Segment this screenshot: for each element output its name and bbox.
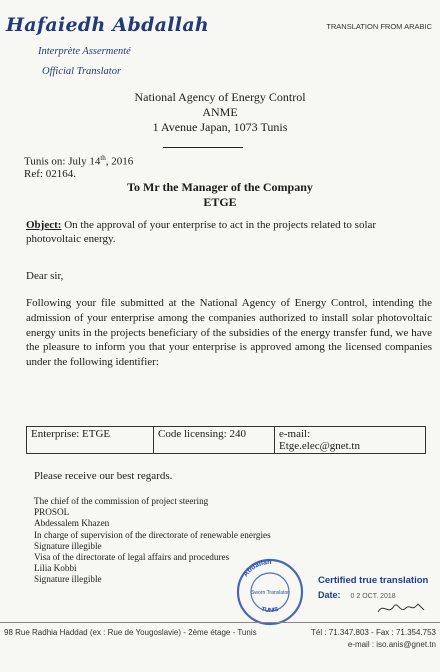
license-table	[26, 426, 426, 454]
greeting: Dear sir,	[26, 270, 64, 282]
visa-signature-block	[34, 552, 229, 586]
visa-title: Visa of the directorate of legal affairs and procedures	[34, 552, 230, 562]
object-label: Object:	[26, 219, 62, 231]
letter-date: Tunis on: July 14th, 2016	[24, 154, 134, 168]
footer-phones: Tél : 71.347.803 - Fax : 71.354.753	[311, 628, 436, 637]
translator-name: Hafaiedh Abdallah	[6, 14, 210, 36]
stamp-date: Date: 0 2 OCT. 2018	[318, 590, 396, 600]
visa-signature-note: Signature illegible	[34, 574, 102, 585]
translator-title-fr: Interprète Assermenté	[38, 46, 131, 57]
table-row	[27, 427, 426, 454]
chief-name: Abdessalem Khazen	[34, 518, 110, 529]
agency-block	[0, 90, 440, 135]
svg-text:Abdallah: Abdallah	[242, 558, 272, 579]
letter-object	[26, 218, 426, 246]
footer-email: e-mail : iso.anis@gnet.tn	[347, 640, 436, 649]
addressee-line: To Mr the Manager of the Company	[127, 180, 313, 194]
chief-signature-note: Signature illegible	[34, 540, 102, 551]
chief-role: In charge of supervision of the directorate of renewable energies	[34, 529, 271, 540]
email-cell: e-mail: Etge.elec@gnet.tn	[275, 427, 426, 454]
translator-title-en: Official Translator	[42, 66, 122, 77]
closing: Please receive our best regards.	[34, 470, 173, 482]
addressee	[0, 180, 440, 210]
footer-divider	[0, 622, 440, 623]
visa-name: Lilia Kobbi	[34, 563, 77, 574]
chief-signature-block	[34, 496, 271, 552]
code-cell: Code licensing: 240	[154, 427, 275, 454]
agency-separator	[163, 147, 243, 148]
translator-seal-icon	[232, 556, 308, 626]
agency-address: 1 Avenue Japan, 1073 Tunis	[152, 120, 288, 134]
chief-title: The chief of the commission of project steering	[34, 496, 209, 506]
letter-body: Following your file submitted at the National Agency of Energy Control, intending the admission of your enterprise among the companies authorized to install solar photovoltaic energy units in the projects beneficiary of the subsidies of the energy transfer fund, we have the pleasure to inform you that your enterprise is approved among the licensed companies under the following identifier:	[26, 297, 432, 369]
chief-program: PROSOL	[34, 507, 70, 518]
certified-stamp-text: Certified true translation	[318, 575, 429, 586]
footer-address: 98 Rue Radhia Haddad (ex : Rue de Yougoslavie) - 2ème étage - Tunis	[4, 628, 257, 637]
addressee-company: ETGE	[203, 195, 237, 209]
enterprise-cell: Enterprise: ETGE	[27, 427, 154, 454]
translation-note: TRANSLATION FROM ARABIC	[326, 22, 432, 31]
agency-name: National Agency of Energy Control	[134, 90, 306, 104]
agency-acronym: ANME	[202, 105, 238, 119]
signature-icon	[376, 598, 426, 618]
letter-ref: Ref: 02164.	[24, 168, 76, 180]
object-text: On the approval of your enterprise to act in the projects related to solar photovoltaic energy.	[26, 219, 377, 245]
svg-text:Sworn Translator: Sworn Translator	[251, 590, 289, 596]
svg-text:TUNIS: TUNIS	[260, 606, 280, 615]
